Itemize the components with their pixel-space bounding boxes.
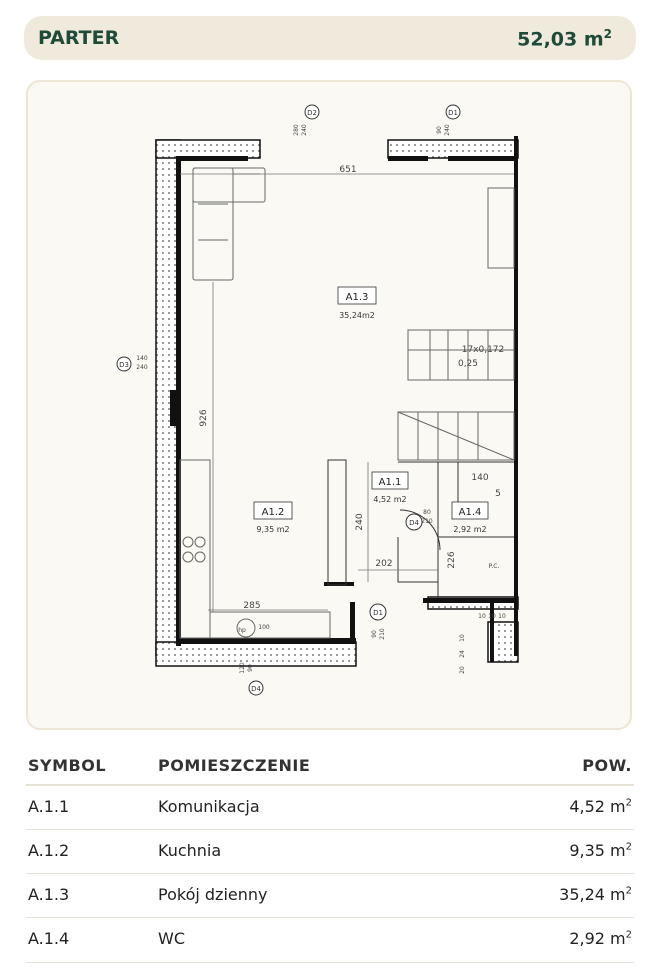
dimension-label: 140 [136,355,148,362]
dimension-label: 280 [293,124,300,136]
room-area: 4,52 m2 [373,495,407,504]
row-symbol: A.1.2 [28,841,70,860]
room-symbol: A1.2 [261,507,285,518]
row-area-exponent: 2 [625,797,632,809]
floor-plan-card [26,80,632,730]
row-symbol: A.1.4 [28,929,70,948]
axis-tag-label: D4 [251,685,261,693]
dimension-label: 5 [495,489,501,499]
row-area-value: 35,24 m [559,885,626,904]
dimension-lines [180,174,514,612]
sofa [193,168,265,280]
dimension-label: 0,25 [457,359,479,369]
inner-walls [170,136,518,662]
room-symbol: A1.3 [345,292,369,303]
dimension-label: 210 [421,518,433,525]
dimension-label: 202 [375,559,393,569]
dimension-label: 651 [339,165,357,175]
row-room: Komunikacja [158,797,260,816]
dimension-label: 100 [258,624,270,631]
row-symbol: A.1.1 [28,797,70,816]
row-symbol: A.1.3 [28,885,70,904]
dimension-label: 240 [444,124,451,136]
col-header-area: POW. [582,756,632,775]
axis-tag-label: D1 [448,109,458,117]
dimension-label: 90 [371,630,378,638]
dimension-label: hp [238,627,246,634]
row-area [569,929,632,948]
axis-tag-label: D1 [373,609,383,617]
table-row [26,785,634,830]
dimension-label: 240 [301,124,308,136]
room-labels [254,287,488,534]
row-area-value: 9,35 m [569,841,626,860]
row-area-value: 4,52 m [569,797,626,816]
dimension-label: 240 [136,364,148,371]
dimension-label: 10 [498,613,506,620]
dimension-label: 140 [471,473,489,483]
floor-area-value: 52,03 m [517,28,604,51]
dimension-label: 240 [355,513,365,531]
floor-area [517,27,612,50]
row-area-value: 2,92 m [569,929,626,948]
dimension-label: 20 [459,666,466,674]
axis-tag-label: D2 [307,109,317,117]
dimension-label: 226 [447,551,457,569]
axis-tag-label: D4 [409,519,419,527]
row-area-exponent: 2 [625,885,632,897]
room-area: 35,24m2 [339,311,375,320]
dimension-label: 90 [436,126,443,134]
row-room: Pokój dzienny [158,885,268,904]
row-area [569,841,632,860]
table-row [26,829,634,874]
table-row [26,917,634,963]
axis-tag-label: D3 [119,361,129,369]
row-area-exponent: 2 [625,841,632,853]
dimension-label: 10 [459,634,466,642]
dimension-label: 10 [488,613,496,620]
room-symbol: A1.1 [378,477,402,488]
table-row [26,873,634,918]
floor-title: PARTER [38,27,120,49]
dimension-label: 926 [199,409,209,427]
row-room: WC [158,929,185,948]
col-header-symbol: SYMBOL [28,756,107,775]
dimension-label: 120 [239,662,246,674]
dimension-label: 24 [459,650,466,658]
dimension-label: P.C. [488,563,500,570]
room-area: 9,35 m2 [256,525,290,534]
dimension-label: 17x0,172 [461,345,505,355]
room-symbol: A1.4 [458,507,482,518]
row-area [559,885,632,904]
dimension-label: 90 [247,664,254,672]
dimension-label: 210 [379,628,386,640]
row-area-exponent: 2 [625,929,632,941]
floor-plan-drawing [28,82,634,732]
col-header-room: POMIESZCZENIE [158,756,311,775]
row-area [569,797,632,816]
kitchen-counter [180,460,330,638]
dimension-label: 10 [478,613,486,620]
floor-area-exponent: 2 [603,27,612,41]
floor-header [24,16,636,60]
dimension-label: 80 [423,509,431,516]
row-room: Kuchnia [158,841,222,860]
staircase [398,188,514,460]
dimension-label: 285 [243,601,261,611]
room-area: 2,92 m2 [453,525,487,534]
